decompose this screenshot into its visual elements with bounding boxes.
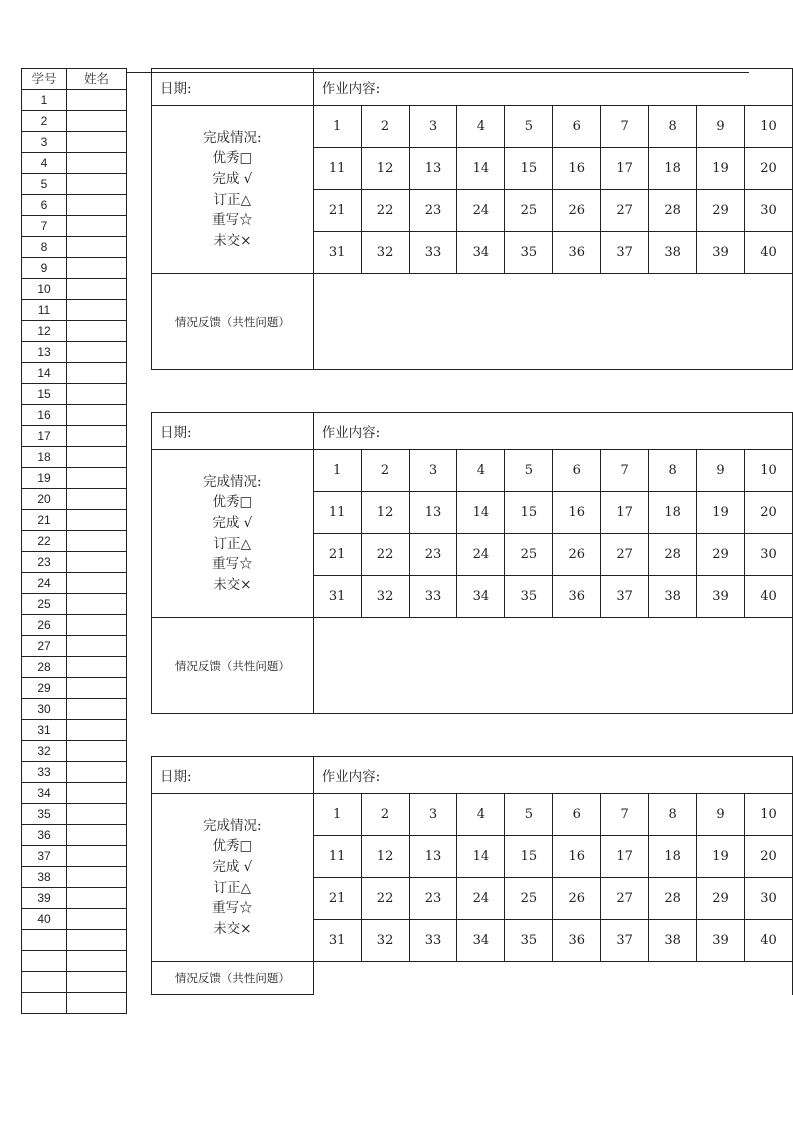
roster-row <box>22 342 127 363</box>
roster-row <box>22 552 127 573</box>
roster-student-name-cell[interactable] <box>67 846 127 867</box>
status-legend-line: 完成情况: <box>203 129 262 146</box>
roster-row <box>22 174 127 195</box>
roster-row <box>22 510 127 531</box>
student-mark-cell[interactable]: 8 <box>649 450 697 492</box>
roster-student-number: 28 <box>22 657 67 678</box>
roster-student-name-cell[interactable] <box>67 216 127 237</box>
feedback-label: 情况反馈（共性问题） <box>152 274 314 370</box>
roster-row <box>22 762 127 783</box>
roster-student-name-cell[interactable] <box>67 720 127 741</box>
student-mark-cell[interactable]: 7 <box>601 450 649 492</box>
roster-student-number: 27 <box>22 636 67 657</box>
student-mark-cell[interactable]: 5 <box>505 106 553 148</box>
student-roster-table <box>21 68 127 1014</box>
roster-student-name-cell[interactable] <box>67 426 127 447</box>
roster-blank-id-cell[interactable] <box>22 972 67 993</box>
roster-row <box>22 888 127 909</box>
roster-row <box>22 216 127 237</box>
roster-student-number: 29 <box>22 678 67 699</box>
roster-student-name-cell[interactable] <box>67 573 127 594</box>
feedback-area[interactable] <box>313 618 792 714</box>
roster-row <box>22 825 127 846</box>
roster-student-number: 23 <box>22 552 67 573</box>
student-mark-cell[interactable]: 38 <box>649 920 697 962</box>
student-mark-cell[interactable]: 22 <box>361 878 409 920</box>
roster-student-number: 1 <box>22 90 67 111</box>
roster-student-name-cell[interactable] <box>67 636 127 657</box>
roster-row <box>22 573 127 594</box>
roster-student-name-cell[interactable] <box>67 300 127 321</box>
student-mark-cell[interactable]: 12 <box>361 836 409 878</box>
status-legend-line: 订正△ <box>213 535 252 552</box>
feedback-area[interactable] <box>313 962 792 995</box>
roster-row <box>22 279 127 300</box>
roster-student-number: 17 <box>22 426 67 447</box>
student-mark-cell[interactable]: 5 <box>505 794 553 836</box>
roster-student-number: 22 <box>22 531 67 552</box>
student-mark-cell[interactable]: 17 <box>601 148 649 190</box>
roster-student-number: 11 <box>22 300 67 321</box>
roster-student-name-cell[interactable] <box>67 195 127 216</box>
roster-row <box>22 594 127 615</box>
student-mark-cell[interactable]: 6 <box>553 794 601 836</box>
roster-student-name-cell[interactable] <box>67 279 127 300</box>
student-mark-cell[interactable]: 7 <box>601 106 649 148</box>
student-mark-cell[interactable]: 14 <box>457 492 505 534</box>
roster-student-number: 33 <box>22 762 67 783</box>
student-mark-cell[interactable]: 11 <box>313 836 361 878</box>
roster-row <box>22 195 127 216</box>
student-mark-cell[interactable]: 40 <box>744 232 792 274</box>
roster-student-name-cell[interactable] <box>67 888 127 909</box>
date-field[interactable]: 日期: <box>152 757 314 794</box>
roster-student-number: 38 <box>22 867 67 888</box>
roster-row <box>22 468 127 489</box>
roster-row <box>22 90 127 111</box>
roster-row <box>22 426 127 447</box>
student-mark-cell[interactable]: 23 <box>409 190 457 232</box>
roster-student-name-cell[interactable] <box>67 384 127 405</box>
roster-row <box>22 363 127 384</box>
student-mark-cell[interactable]: 39 <box>697 920 745 962</box>
student-mark-cell[interactable]: 14 <box>457 836 505 878</box>
roster-student-number: 21 <box>22 510 67 531</box>
student-mark-cell[interactable]: 31 <box>313 576 361 618</box>
roster-row <box>22 405 127 426</box>
roster-student-number: 15 <box>22 384 67 405</box>
student-mark-cell[interactable]: 8 <box>649 106 697 148</box>
student-mark-cell[interactable]: 13 <box>409 492 457 534</box>
roster-student-number: 14 <box>22 363 67 384</box>
roster-student-number: 7 <box>22 216 67 237</box>
homework-block-2 <box>151 412 793 714</box>
student-mark-cell[interactable]: 16 <box>553 148 601 190</box>
roster-blank-row <box>22 951 127 972</box>
roster-student-name-cell[interactable] <box>67 657 127 678</box>
student-mark-cell[interactable]: 35 <box>505 576 553 618</box>
feedback-label: 情况反馈（共性问题） <box>152 618 314 714</box>
roster-blank-name-cell[interactable] <box>67 930 127 951</box>
student-mark-cell[interactable]: 15 <box>505 492 553 534</box>
roster-blank-id-cell[interactable] <box>22 951 67 972</box>
roster-student-number: 13 <box>22 342 67 363</box>
roster-row <box>22 489 127 510</box>
roster-student-name-cell[interactable] <box>67 258 127 279</box>
roster-student-name-cell[interactable] <box>67 153 127 174</box>
roster-student-name-cell[interactable] <box>67 468 127 489</box>
homework-content-field[interactable]: 作业内容: <box>313 757 792 794</box>
student-mark-cell[interactable]: 2 <box>361 794 409 836</box>
roster-blank-row <box>22 930 127 951</box>
student-mark-cell[interactable]: 33 <box>409 576 457 618</box>
roster-blank-row <box>22 972 127 993</box>
student-mark-cell[interactable]: 28 <box>649 190 697 232</box>
roster-blank-id-cell[interactable] <box>22 993 67 1014</box>
roster-student-number: 10 <box>22 279 67 300</box>
status-legend-line: 未交× <box>213 232 252 249</box>
homework-content-field[interactable]: 作业内容: <box>313 69 792 106</box>
roster-header-id: 学号 <box>22 69 67 90</box>
roster-student-name-cell[interactable] <box>67 615 127 636</box>
roster-row <box>22 531 127 552</box>
student-mark-cell[interactable]: 11 <box>313 492 361 534</box>
roster-student-name-cell[interactable] <box>67 447 127 468</box>
student-mark-cell[interactable]: 27 <box>601 534 649 576</box>
student-mark-cell[interactable]: 31 <box>313 920 361 962</box>
roster-student-number: 32 <box>22 741 67 762</box>
student-mark-cell[interactable]: 39 <box>697 576 745 618</box>
roster-student-number: 2 <box>22 111 67 132</box>
student-mark-cell[interactable]: 19 <box>697 836 745 878</box>
roster-student-name-cell[interactable] <box>67 531 127 552</box>
student-mark-cell[interactable]: 19 <box>697 492 745 534</box>
roster-student-number: 25 <box>22 594 67 615</box>
roster-row <box>22 258 127 279</box>
student-mark-cell[interactable]: 38 <box>649 576 697 618</box>
status-legend-line: 未交× <box>213 576 252 593</box>
student-mark-cell[interactable]: 6 <box>553 106 601 148</box>
student-mark-cell[interactable]: 37 <box>601 576 649 618</box>
feedback-area[interactable] <box>313 274 792 370</box>
status-legend-line: 未交× <box>213 920 252 937</box>
date-field[interactable]: 日期: <box>152 69 314 106</box>
status-legend-line: 重写☆ <box>212 212 253 229</box>
roster-student-name-cell[interactable] <box>67 699 127 720</box>
student-mark-cell[interactable]: 40 <box>744 920 792 962</box>
student-mark-cell[interactable]: 20 <box>744 148 792 190</box>
roster-student-name-cell[interactable] <box>67 678 127 699</box>
student-mark-cell[interactable]: 40 <box>744 576 792 618</box>
student-mark-cell[interactable]: 15 <box>505 836 553 878</box>
completion-status-legend <box>152 794 314 962</box>
student-mark-cell[interactable]: 4 <box>457 450 505 492</box>
completion-status-legend <box>152 450 314 618</box>
student-mark-cell[interactable]: 3 <box>409 450 457 492</box>
student-mark-cell[interactable]: 3 <box>409 106 457 148</box>
student-mark-cell[interactable]: 17 <box>601 492 649 534</box>
student-mark-cell[interactable]: 31 <box>313 232 361 274</box>
student-mark-cell[interactable]: 15 <box>505 148 553 190</box>
status-legend-line: 订正△ <box>213 879 252 896</box>
student-mark-cell[interactable]: 1 <box>313 794 361 836</box>
homework-block-3 <box>151 756 793 995</box>
student-mark-cell[interactable]: 18 <box>649 836 697 878</box>
student-mark-cell[interactable]: 39 <box>697 232 745 274</box>
student-mark-cell[interactable]: 6 <box>553 450 601 492</box>
status-legend-line: 完成 √ <box>212 514 253 531</box>
student-mark-cell[interactable]: 30 <box>744 534 792 576</box>
student-mark-cell[interactable]: 10 <box>744 794 792 836</box>
status-legend-line: 重写☆ <box>212 556 253 573</box>
roster-row <box>22 300 127 321</box>
roster-row <box>22 657 127 678</box>
roster-student-name-cell[interactable] <box>67 867 127 888</box>
student-mark-cell[interactable]: 27 <box>601 190 649 232</box>
roster-blank-row <box>22 993 127 1014</box>
student-mark-cell[interactable]: 16 <box>553 836 601 878</box>
student-mark-cell[interactable]: 2 <box>361 106 409 148</box>
roster-row <box>22 699 127 720</box>
student-mark-cell[interactable]: 5 <box>505 450 553 492</box>
status-legend-line: 完成情况: <box>203 473 262 490</box>
roster-student-number: 12 <box>22 321 67 342</box>
status-legend-line: 重写☆ <box>212 900 253 917</box>
roster-student-name-cell[interactable] <box>67 804 127 825</box>
roster-student-number: 36 <box>22 825 67 846</box>
student-mark-cell[interactable]: 18 <box>649 492 697 534</box>
student-mark-cell[interactable]: 28 <box>649 878 697 920</box>
roster-student-name-cell[interactable] <box>67 594 127 615</box>
student-mark-cell[interactable]: 20 <box>744 492 792 534</box>
roster-student-name-cell[interactable] <box>67 111 127 132</box>
roster-header-name: 姓名 <box>67 69 127 90</box>
roster-row <box>22 678 127 699</box>
status-legend-line: 完成 √ <box>212 858 253 875</box>
roster-row <box>22 867 127 888</box>
student-mark-cell[interactable]: 21 <box>313 878 361 920</box>
student-mark-cell[interactable]: 38 <box>649 232 697 274</box>
roster-row <box>22 237 127 258</box>
roster-student-number: 3 <box>22 132 67 153</box>
roster-student-name-cell[interactable] <box>67 783 127 804</box>
roster-blank-name-cell[interactable] <box>67 951 127 972</box>
roster-row <box>22 111 127 132</box>
student-mark-cell[interactable]: 25 <box>505 534 553 576</box>
roster-student-number: 30 <box>22 699 67 720</box>
student-mark-cell[interactable]: 26 <box>553 878 601 920</box>
student-mark-cell[interactable]: 32 <box>361 920 409 962</box>
student-mark-cell[interactable]: 10 <box>744 106 792 148</box>
student-mark-cell[interactable]: 1 <box>313 106 361 148</box>
student-mark-cell[interactable]: 23 <box>409 534 457 576</box>
student-mark-cell[interactable]: 29 <box>697 534 745 576</box>
student-mark-cell[interactable]: 29 <box>697 878 745 920</box>
student-mark-cell[interactable]: 35 <box>505 920 553 962</box>
student-mark-cell[interactable]: 24 <box>457 190 505 232</box>
student-mark-cell[interactable]: 26 <box>553 534 601 576</box>
roster-student-name-cell[interactable] <box>67 825 127 846</box>
status-legend-line: 完成 √ <box>212 170 253 187</box>
roster-student-name-cell[interactable] <box>67 762 127 783</box>
student-mark-cell[interactable]: 34 <box>457 576 505 618</box>
roster-student-name-cell[interactable] <box>67 132 127 153</box>
student-mark-cell[interactable]: 12 <box>361 148 409 190</box>
student-mark-cell[interactable]: 23 <box>409 878 457 920</box>
student-mark-cell[interactable]: 33 <box>409 920 457 962</box>
student-mark-cell[interactable]: 11 <box>313 148 361 190</box>
student-mark-cell[interactable]: 10 <box>744 450 792 492</box>
roster-row <box>22 615 127 636</box>
roster-student-number: 6 <box>22 195 67 216</box>
student-mark-cell[interactable]: 36 <box>553 576 601 618</box>
student-mark-cell[interactable]: 35 <box>505 232 553 274</box>
student-mark-cell[interactable]: 9 <box>697 450 745 492</box>
feedback-label: 情况反馈（共性问题） <box>152 962 314 995</box>
student-mark-cell[interactable]: 26 <box>553 190 601 232</box>
student-mark-cell[interactable]: 1 <box>313 450 361 492</box>
student-mark-cell[interactable]: 32 <box>361 576 409 618</box>
student-mark-cell[interactable]: 20 <box>744 836 792 878</box>
roster-student-name-cell[interactable] <box>67 321 127 342</box>
roster-student-number: 24 <box>22 573 67 594</box>
roster-student-name-cell[interactable] <box>67 174 127 195</box>
student-mark-cell[interactable]: 13 <box>409 148 457 190</box>
roster-row <box>22 846 127 867</box>
student-mark-cell[interactable]: 22 <box>361 534 409 576</box>
roster-student-number: 16 <box>22 405 67 426</box>
student-mark-cell[interactable]: 9 <box>697 106 745 148</box>
student-mark-cell[interactable]: 18 <box>649 148 697 190</box>
roster-student-number: 18 <box>22 447 67 468</box>
roster-student-name-cell[interactable] <box>67 510 127 531</box>
student-mark-cell[interactable]: 24 <box>457 534 505 576</box>
roster-student-name-cell[interactable] <box>67 363 127 384</box>
roster-student-number: 5 <box>22 174 67 195</box>
roster-row <box>22 783 127 804</box>
roster-row <box>22 132 127 153</box>
student-mark-cell[interactable]: 36 <box>553 920 601 962</box>
student-mark-cell[interactable]: 36 <box>553 232 601 274</box>
student-mark-cell[interactable]: 37 <box>601 920 649 962</box>
roster-student-name-cell[interactable] <box>67 909 127 930</box>
student-mark-cell[interactable]: 25 <box>505 190 553 232</box>
status-legend-line: 优秀□ <box>212 838 253 855</box>
student-mark-cell[interactable]: 24 <box>457 878 505 920</box>
student-mark-cell[interactable]: 4 <box>457 794 505 836</box>
student-mark-cell[interactable]: 2 <box>361 450 409 492</box>
roster-student-number: 8 <box>22 237 67 258</box>
student-mark-cell[interactable]: 17 <box>601 836 649 878</box>
roster-row <box>22 153 127 174</box>
roster-row <box>22 447 127 468</box>
roster-student-number: 39 <box>22 888 67 909</box>
roster-student-number: 40 <box>22 909 67 930</box>
student-mark-cell[interactable]: 16 <box>553 492 601 534</box>
roster-row <box>22 804 127 825</box>
date-field[interactable]: 日期: <box>152 413 314 450</box>
roster-row <box>22 321 127 342</box>
student-mark-cell[interactable]: 33 <box>409 232 457 274</box>
student-mark-cell[interactable]: 21 <box>313 190 361 232</box>
roster-row <box>22 741 127 762</box>
status-legend-line: 优秀□ <box>212 494 253 511</box>
status-legend-line: 订正△ <box>213 191 252 208</box>
roster-student-name-cell[interactable] <box>67 552 127 573</box>
student-mark-cell[interactable]: 19 <box>697 148 745 190</box>
roster-student-number: 4 <box>22 153 67 174</box>
student-mark-cell[interactable]: 34 <box>457 920 505 962</box>
student-mark-cell[interactable]: 37 <box>601 232 649 274</box>
student-mark-cell[interactable]: 21 <box>313 534 361 576</box>
student-mark-cell[interactable]: 30 <box>744 878 792 920</box>
student-mark-cell[interactable]: 28 <box>649 534 697 576</box>
roster-blank-id-cell[interactable] <box>22 930 67 951</box>
roster-student-name-cell[interactable] <box>67 405 127 426</box>
roster-student-name-cell[interactable] <box>67 90 127 111</box>
roster-student-number: 19 <box>22 468 67 489</box>
status-legend-line: 优秀□ <box>212 150 253 167</box>
roster-row <box>22 720 127 741</box>
student-mark-cell[interactable]: 14 <box>457 148 505 190</box>
student-mark-cell[interactable]: 34 <box>457 232 505 274</box>
student-mark-cell[interactable]: 32 <box>361 232 409 274</box>
roster-row <box>22 636 127 657</box>
roster-student-number: 26 <box>22 615 67 636</box>
student-mark-cell[interactable]: 30 <box>744 190 792 232</box>
roster-student-name-cell[interactable] <box>67 489 127 510</box>
completion-status-legend <box>152 106 314 274</box>
roster-row <box>22 384 127 405</box>
student-mark-cell[interactable]: 29 <box>697 190 745 232</box>
roster-blank-name-cell[interactable] <box>67 972 127 993</box>
roster-student-number: 34 <box>22 783 67 804</box>
student-mark-cell[interactable]: 13 <box>409 836 457 878</box>
homework-content-field[interactable]: 作业内容: <box>313 413 792 450</box>
roster-blank-name-cell[interactable] <box>67 993 127 1014</box>
student-mark-cell[interactable]: 7 <box>601 794 649 836</box>
status-legend-line: 完成情况: <box>203 817 262 834</box>
student-mark-cell[interactable]: 25 <box>505 878 553 920</box>
student-mark-cell[interactable]: 3 <box>409 794 457 836</box>
student-mark-cell[interactable]: 27 <box>601 878 649 920</box>
student-mark-cell[interactable]: 9 <box>697 794 745 836</box>
student-mark-cell[interactable]: 8 <box>649 794 697 836</box>
roster-student-number: 9 <box>22 258 67 279</box>
student-mark-cell[interactable]: 4 <box>457 106 505 148</box>
student-mark-cell[interactable]: 22 <box>361 190 409 232</box>
roster-student-number: 20 <box>22 489 67 510</box>
roster-student-name-cell[interactable] <box>67 237 127 258</box>
student-mark-cell[interactable]: 12 <box>361 492 409 534</box>
roster-student-name-cell[interactable] <box>67 342 127 363</box>
roster-row <box>22 909 127 930</box>
roster-student-name-cell[interactable] <box>67 741 127 762</box>
roster-student-number: 37 <box>22 846 67 867</box>
roster-student-number: 35 <box>22 804 67 825</box>
homework-block-1 <box>151 68 793 370</box>
roster-student-number: 31 <box>22 720 67 741</box>
